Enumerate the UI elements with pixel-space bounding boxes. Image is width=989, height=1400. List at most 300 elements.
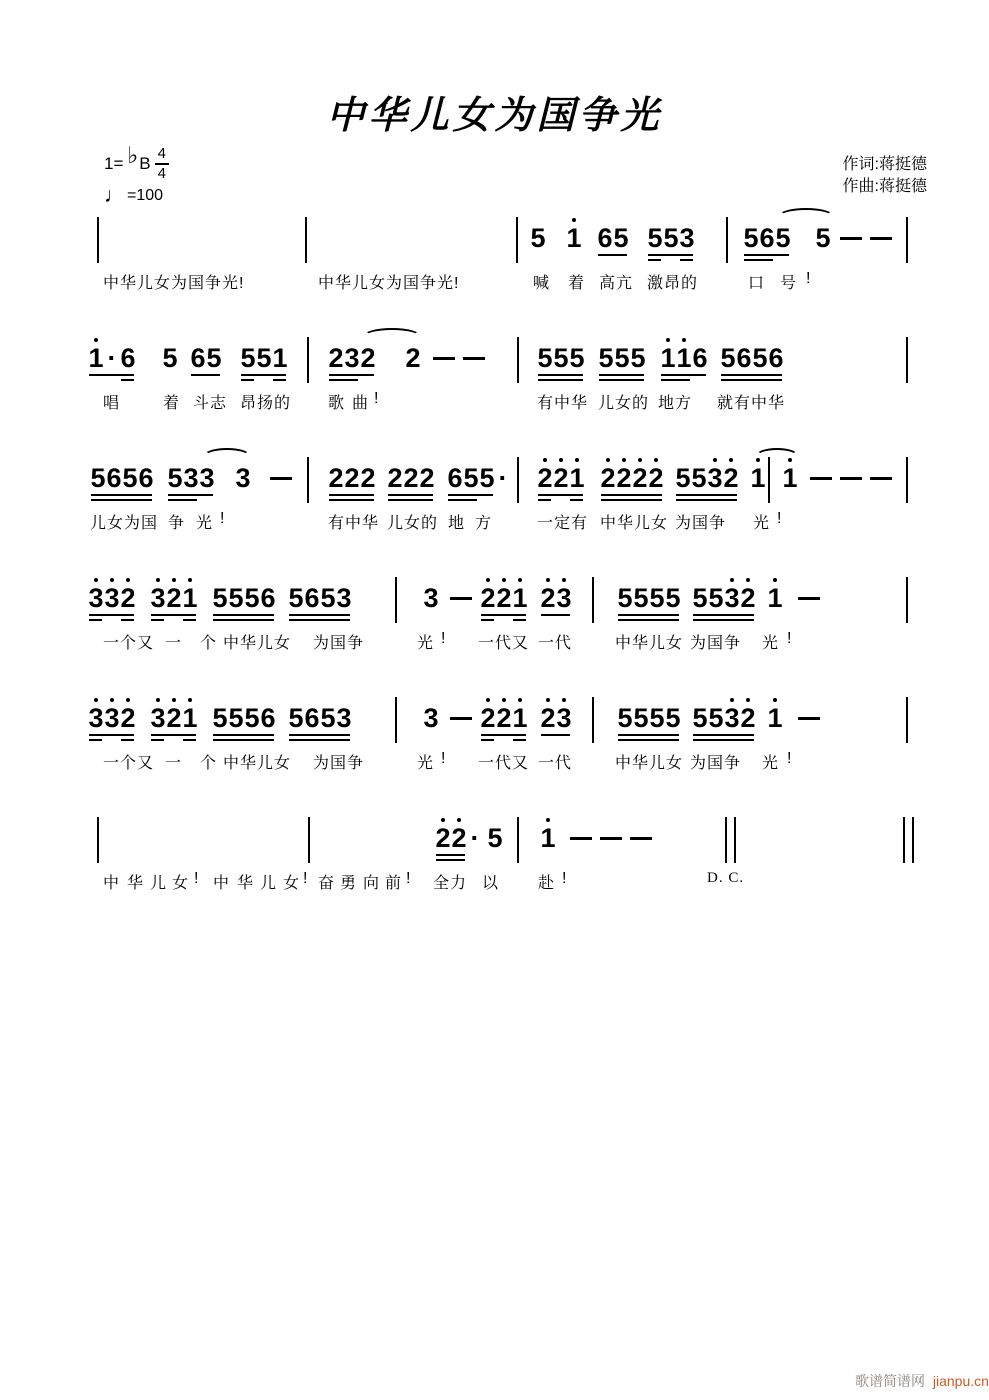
beam-underline — [91, 499, 152, 501]
beam-underline — [89, 614, 134, 616]
lyric: 一代又 — [478, 755, 530, 772]
lyric: 高亢 — [599, 275, 634, 292]
note-group — [288, 704, 352, 736]
note-group — [88, 704, 136, 736]
note-digit: 5 — [90, 463, 106, 493]
key-label: 1= — [104, 154, 124, 173]
beam-underline — [329, 499, 374, 501]
note-group — [540, 824, 556, 856]
note-digit: 5 — [598, 343, 614, 373]
note-group — [423, 704, 439, 736]
beam-underline — [744, 254, 789, 256]
note-digit: 2 — [166, 583, 182, 613]
octave-dot — [94, 578, 98, 582]
note-group — [537, 344, 585, 376]
beam-underline — [121, 619, 134, 621]
barline — [307, 337, 309, 383]
octave-dot — [682, 338, 686, 342]
lyric: 口 — [748, 275, 766, 292]
lyric: 中 — [213, 875, 231, 892]
duration-dash — [450, 717, 472, 720]
note-digit: 2 — [344, 463, 360, 493]
barline — [592, 577, 594, 623]
octave-dot — [746, 578, 750, 582]
barline — [906, 337, 908, 383]
note-digit: 2 — [723, 463, 739, 493]
page-title: 中华儿女为国争光 — [326, 92, 663, 137]
lyric: 华 — [237, 875, 255, 892]
lyric: ! — [787, 750, 793, 767]
credit-composer: 作曲:蒋挺德 — [842, 178, 927, 195]
note-digit: 5 — [240, 343, 256, 373]
note-group — [598, 344, 646, 376]
beam-underline — [388, 499, 433, 501]
lyric: 中华儿女 — [600, 515, 669, 532]
octave-dot — [730, 578, 734, 582]
note-digit: 5 — [228, 583, 244, 613]
beam-underline — [213, 614, 274, 616]
note-group — [167, 464, 215, 496]
lyric: ! — [441, 750, 447, 767]
note-digit: 5 — [122, 463, 138, 493]
duration-dash — [798, 597, 820, 600]
octave-dot — [729, 458, 733, 462]
note-digit: 6 — [597, 223, 613, 253]
octave-dot — [773, 578, 777, 582]
beam-underline — [89, 739, 102, 741]
octave-dot — [502, 698, 506, 702]
note-digit: 5 — [633, 703, 649, 733]
note-digit: 6 — [120, 343, 136, 373]
octave-dot — [172, 578, 176, 582]
note-digit: 2 — [540, 583, 556, 613]
duration-dash — [600, 837, 622, 840]
octave-dot — [94, 338, 98, 342]
octave-dot — [518, 578, 522, 582]
note-digit: 5 — [630, 343, 646, 373]
beam-underline — [744, 259, 773, 261]
beam-underline — [661, 379, 690, 381]
note-digit: 5 — [633, 583, 649, 613]
lyric: 一代 — [538, 755, 573, 772]
note-digit: 6 — [260, 703, 276, 733]
note-group — [328, 464, 376, 496]
lyric: 为国争 — [690, 755, 742, 772]
beam-underline — [538, 374, 583, 376]
note-group — [288, 584, 352, 616]
note-digit: 2 — [120, 703, 136, 733]
system-5 — [0, 704, 989, 814]
octave-dot — [543, 458, 547, 462]
note-digit: 6 — [692, 343, 708, 373]
lyric: 华 — [127, 875, 145, 892]
barline — [726, 217, 728, 263]
note-digit: 6 — [106, 463, 122, 493]
note-digit: 2 — [403, 463, 419, 493]
note-digit: 5 — [212, 703, 228, 733]
lyric: 为国争 — [313, 635, 365, 652]
octave-dot — [773, 698, 777, 702]
beam-underline — [329, 374, 374, 376]
octave-dot — [546, 578, 550, 582]
lyric: 以 — [482, 875, 500, 892]
note-group — [240, 344, 288, 376]
duration-dash — [463, 357, 485, 360]
note-group — [88, 344, 136, 376]
dc-al-capo-mark: D. C. — [707, 870, 745, 886]
note-digit: 5 — [244, 583, 260, 613]
note-digit: 2 — [632, 463, 648, 493]
note-digit: 2 — [387, 463, 403, 493]
watermark-site-url[interactable]: jianpu.cn — [932, 1373, 989, 1389]
lyric: 个 — [200, 755, 218, 772]
lyric: 勇 — [340, 875, 358, 892]
barline — [517, 337, 519, 383]
lyric: 儿女的 — [598, 395, 650, 412]
flat-icon: ♭ — [127, 142, 139, 168]
octave-dot — [110, 698, 114, 702]
note-group — [212, 584, 276, 616]
note-digit: 5 — [647, 223, 663, 253]
note-digit: 2 — [360, 343, 376, 373]
beam-underline — [436, 859, 465, 861]
octave-dot — [546, 818, 550, 822]
beam-underline — [601, 494, 662, 496]
note-digit: 2 — [328, 343, 344, 373]
lyric: 光 — [762, 635, 780, 652]
note-group — [162, 344, 178, 376]
double-barline — [903, 817, 914, 863]
lyric: ! — [777, 510, 783, 527]
barline — [517, 817, 519, 863]
barline — [592, 697, 594, 743]
octave-dot — [156, 698, 160, 702]
note-digit: 6 — [304, 703, 320, 733]
beam-underline — [121, 379, 134, 381]
lyric: 儿 — [260, 875, 278, 892]
note-digit: 5 — [692, 703, 708, 733]
note-digit: 1 — [767, 583, 783, 613]
octave-dot — [457, 818, 461, 822]
octave-dot — [746, 698, 750, 702]
augmentation-dot: · — [107, 343, 117, 373]
lyric: ! — [406, 870, 412, 887]
barline — [307, 457, 309, 503]
note-digit: 3 — [556, 703, 572, 733]
note-group — [617, 704, 681, 736]
note-digit: 2 — [740, 583, 756, 613]
note-group — [235, 464, 251, 496]
lyric: ! — [194, 870, 200, 887]
note-group — [675, 464, 739, 496]
barline — [97, 217, 99, 263]
duration-dash — [870, 237, 892, 240]
note-digit: 2 — [451, 823, 467, 853]
lyric: 为国争 — [313, 755, 365, 772]
lyric: 赴 — [538, 875, 556, 892]
key-letter: B — [139, 154, 151, 173]
octave-dot — [666, 338, 670, 342]
note-digit: 6 — [304, 583, 320, 613]
note-group — [423, 584, 439, 616]
note-digit: 2 — [496, 703, 512, 733]
note-digit: 5 — [815, 223, 831, 253]
barline — [906, 577, 908, 623]
beam-underline — [648, 259, 661, 261]
lyric: 中华儿女 — [615, 635, 684, 652]
lyric: ! — [806, 270, 812, 287]
note-digit: 2 — [435, 823, 451, 853]
note-digit: 3 — [556, 583, 572, 613]
beam-underline — [721, 379, 782, 381]
beam-underline — [183, 619, 196, 621]
lyric: 喊 — [533, 275, 551, 292]
lyric: 唱 — [103, 395, 121, 412]
note-group — [90, 464, 154, 496]
note-group — [212, 704, 276, 736]
note-group — [540, 704, 572, 736]
octave-dot — [486, 578, 490, 582]
octave-dot — [730, 698, 734, 702]
note-digit: 5 — [665, 703, 681, 733]
lyric: 一个又 — [103, 635, 155, 652]
note-digit: 5 — [553, 343, 569, 373]
beam-underline — [541, 734, 570, 736]
system-1 — [0, 224, 989, 334]
barline — [308, 817, 310, 863]
beam-underline — [168, 494, 213, 496]
note-group — [660, 344, 708, 376]
lyric: 向 — [363, 875, 381, 892]
duration-dash — [798, 717, 820, 720]
beam-underline — [661, 374, 706, 376]
octave-dot — [559, 458, 563, 462]
duration-dash — [630, 837, 652, 840]
note-digit: 3 — [88, 583, 104, 613]
beam-underline — [241, 374, 286, 376]
duration-dash — [810, 477, 832, 480]
note-group — [647, 224, 695, 256]
note-digit: 1 — [512, 583, 528, 613]
system-4 — [0, 584, 989, 694]
beam-underline — [436, 854, 465, 856]
lyric: 前 — [385, 875, 403, 892]
note-group — [530, 224, 546, 256]
beam-underline — [388, 494, 433, 496]
slur-arc — [363, 328, 421, 345]
octave-dot — [188, 578, 192, 582]
note-digit: 5 — [649, 583, 665, 613]
beam-underline — [183, 739, 196, 741]
beam-underline — [89, 374, 134, 376]
note-digit: 1 — [88, 343, 104, 373]
octave-dot — [654, 458, 658, 462]
beam-underline — [89, 619, 102, 621]
note-group — [540, 584, 572, 616]
barline — [395, 697, 397, 743]
note-digit: 6 — [260, 583, 276, 613]
note-digit: 1 — [767, 703, 783, 733]
beam-underline — [329, 379, 358, 381]
note-digit: 6 — [759, 223, 775, 253]
lyric: 斗志 — [193, 395, 228, 412]
note-digit: 5 — [569, 343, 585, 373]
note-group — [190, 344, 222, 376]
lyric: ! — [303, 870, 309, 887]
note-digit: 5 — [617, 703, 633, 733]
barline — [97, 817, 99, 863]
credit-lyricist: 作词:蒋挺德 — [842, 156, 927, 173]
note-digit: 3 — [724, 703, 740, 733]
note-digit: 2 — [540, 703, 556, 733]
beam-underline — [541, 614, 570, 616]
beam-underline — [481, 614, 526, 616]
beam-underline — [599, 374, 644, 376]
octave-dot — [638, 458, 642, 462]
note-digit: 1 — [566, 223, 582, 253]
octave-dot — [713, 458, 717, 462]
lyric: 中 — [103, 875, 121, 892]
lyric: ! — [374, 390, 380, 407]
note-digit: 3 — [104, 583, 120, 613]
note-digit: 3 — [199, 463, 215, 493]
beam-underline — [538, 499, 551, 501]
beam-underline — [618, 619, 679, 621]
note-digit: 5 — [691, 463, 707, 493]
note-digit: 6 — [447, 463, 463, 493]
octave-dot — [562, 698, 566, 702]
note-group — [782, 464, 798, 496]
octave-dot — [606, 458, 610, 462]
note-digit: 2 — [553, 463, 569, 493]
beam-underline — [289, 619, 350, 621]
lyric: 中华儿女 — [223, 755, 292, 772]
lyric: 一定有 — [537, 515, 589, 532]
beam-underline — [273, 379, 286, 381]
lyric: 中华儿女 — [615, 755, 684, 772]
lyric: 有中华 — [537, 395, 589, 412]
lyric: ! — [562, 870, 568, 887]
note-digit: 1 — [182, 583, 198, 613]
note-digit: 5 — [692, 583, 708, 613]
note-digit: 3 — [724, 583, 740, 613]
note-group — [743, 224, 791, 256]
beam-underline — [693, 614, 754, 616]
note-digit: 1 — [676, 343, 692, 373]
note-group — [480, 584, 528, 616]
octave-dot — [518, 698, 522, 702]
note-group — [150, 584, 198, 616]
note-digit: 3 — [336, 703, 352, 733]
lyric: 女 — [283, 875, 301, 892]
note-group — [815, 224, 831, 256]
octave-dot — [562, 578, 566, 582]
lyric: 地 — [448, 515, 466, 532]
note-digit: 5 — [775, 223, 791, 253]
augmentation-dot: · — [498, 463, 508, 493]
lyric: 儿女的 — [387, 515, 439, 532]
beam-underline — [693, 619, 754, 621]
octave-dot — [172, 698, 176, 702]
beam-underline — [513, 619, 526, 621]
note-digit: 2 — [166, 703, 182, 733]
beam-underline — [151, 614, 196, 616]
lyric: 曲 — [352, 395, 370, 412]
note-digit: 3 — [235, 463, 251, 493]
note-group — [487, 824, 503, 856]
note-digit: 2 — [405, 343, 421, 373]
note-group — [600, 464, 664, 496]
note-digit: 5 — [479, 463, 495, 493]
note-group — [767, 704, 783, 736]
note-group — [750, 464, 766, 496]
slur-arc — [755, 448, 799, 465]
note-group — [328, 344, 376, 376]
lyric: 个 — [200, 635, 218, 652]
note-digit: 3 — [707, 463, 723, 493]
duration-dash — [270, 477, 292, 480]
barline — [906, 217, 908, 263]
slur-arc — [203, 448, 251, 465]
note-digit: 5 — [720, 343, 736, 373]
time-numerator: 4 — [155, 146, 169, 165]
barline — [517, 457, 519, 503]
lyric: 为国争 — [675, 515, 727, 532]
duration-dash — [870, 477, 892, 480]
lyric: 有中华 — [328, 515, 380, 532]
beam-underline — [289, 739, 350, 741]
quarter-note-icon: ♩ — [104, 184, 125, 207]
beam-underline — [538, 494, 583, 496]
augmentation-dot: · — [470, 823, 480, 853]
note-digit: 1 — [750, 463, 766, 493]
note-digit: 3 — [344, 343, 360, 373]
note-digit: 5 — [614, 343, 630, 373]
note-group — [767, 584, 783, 616]
lyric: 一代 — [538, 635, 573, 652]
octave-dot — [575, 458, 579, 462]
double-barline — [725, 817, 736, 863]
note-digit: 2 — [616, 463, 632, 493]
note-digit: 3 — [150, 583, 166, 613]
note-digit: 5 — [617, 583, 633, 613]
octave-dot — [486, 698, 490, 702]
beam-underline — [289, 614, 350, 616]
note-digit: 5 — [212, 583, 228, 613]
note-group — [387, 464, 435, 496]
beam-underline — [89, 734, 134, 736]
note-digit: 2 — [537, 463, 553, 493]
octave-dot — [622, 458, 626, 462]
lyric: ! — [220, 510, 226, 527]
beam-underline — [151, 619, 164, 621]
system-6 — [0, 824, 989, 934]
beam-underline — [618, 614, 679, 616]
beam-underline — [601, 499, 662, 501]
note-digit: 3 — [336, 583, 352, 613]
barline — [305, 217, 307, 263]
system-3 — [0, 464, 989, 574]
note-digit: 3 — [423, 703, 439, 733]
note-digit: 5 — [487, 823, 503, 853]
lyric: 就有中华 — [717, 395, 786, 412]
lyric: 着 — [568, 275, 586, 292]
note-digit: 5 — [743, 223, 759, 253]
lyric: 歌 — [328, 395, 346, 412]
lyric: 奋 — [318, 875, 336, 892]
barline — [395, 577, 397, 623]
note-digit: 5 — [256, 343, 272, 373]
